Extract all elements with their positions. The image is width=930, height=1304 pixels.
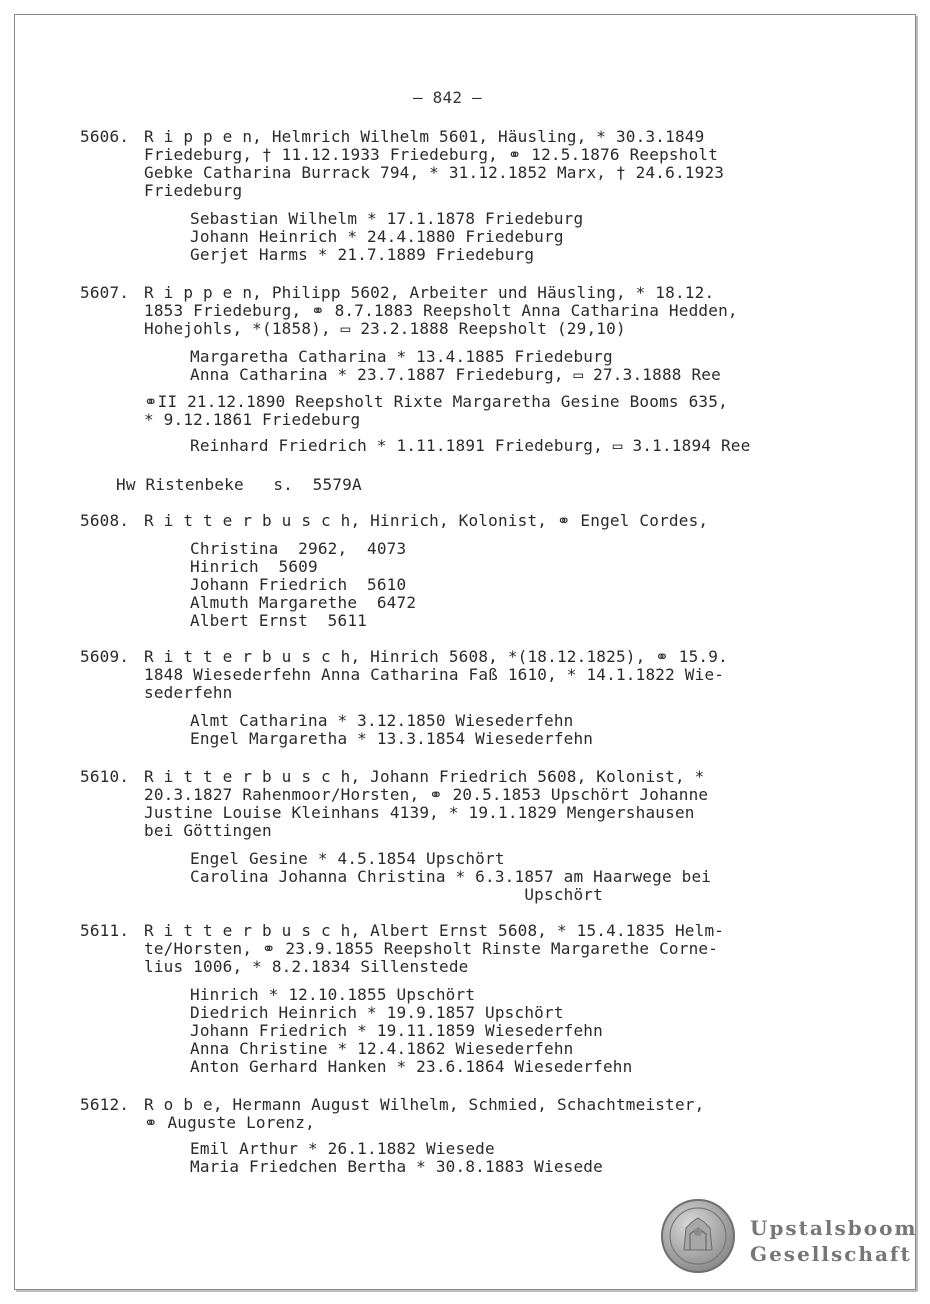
cross-reference: Hw Ristenbeke s. 5579A	[116, 475, 362, 494]
child-line: Johann Heinrich * 24.4.1880 Friedeburg	[190, 227, 564, 246]
child-line: Diedrich Heinrich * 19.9.1857 Upschört	[190, 1003, 564, 1022]
child-line: Engel Gesine * 4.5.1854 Upschört	[190, 849, 505, 868]
child-line: Hinrich 5609	[190, 557, 318, 576]
child-line: Gerjet Harms * 21.7.1889 Friedeburg	[190, 245, 535, 264]
entry-line: 20.3.1827 Rahenmoor/Horsten, ⚭ 20.5.1853 Upschört Johanne	[144, 785, 709, 804]
entry-line: te/Horsten, ⚭ 23.9.1855 Reepsholt Rinste Margarethe Corne-	[144, 939, 719, 958]
entry-number: 5611.	[80, 921, 130, 940]
entry-line: ⚭ Auguste Lorenz,	[144, 1113, 315, 1132]
child-line: Upschört	[190, 885, 603, 904]
entry-number: 5610.	[80, 767, 130, 786]
child-line: Almt Catharina * 3.12.1850 Wiesederfehn	[190, 711, 574, 730]
child-line: Anton Gerhard Hanken * 23.6.1864 Wiesederfehn	[190, 1057, 633, 1076]
entry-line: Gebke Catharina Burrack 794, * 31.12.1852 Marx, † 24.6.1923	[144, 163, 725, 182]
child-line: Sebastian Wilhelm * 17.1.1878 Friedeburg	[190, 209, 584, 228]
child-line: Almuth Margarethe 6472	[190, 593, 417, 612]
logo-text-line2: Gesellschaft	[750, 1242, 912, 1266]
entry-line: Justine Louise Kleinhans 4139, * 19.1.1829 Mengershausen	[144, 803, 695, 822]
entry-number: 5609.	[80, 647, 130, 666]
page-number: – 842 –	[413, 88, 482, 107]
seal-logo-icon	[660, 1198, 736, 1274]
child-line: Johann Friedrich * 19.11.1859 Wiesederfehn	[190, 1021, 603, 1040]
entry-number: 5606.	[80, 127, 130, 146]
child-line: Engel Margaretha * 13.3.1854 Wiesederfehn	[190, 729, 594, 748]
entry-line: R i t t e r b u s c h, Albert Ernst 5608, * 15.4.1835 Helm-	[144, 921, 725, 940]
entry-number: 5612.	[80, 1095, 130, 1114]
child-line: Hinrich * 12.10.1855 Upschört	[190, 985, 476, 1004]
child-line: Maria Friedchen Bertha * 30.8.1883 Wiesede	[190, 1157, 603, 1176]
child-line: Margaretha Catharina * 13.4.1885 Friedeburg	[190, 347, 613, 366]
entry-line: R i p p e n, Helmrich Wilhelm 5601, Häusling, * 30.3.1849	[144, 127, 705, 146]
logo-text-line1: Upstalsboom	[750, 1216, 918, 1240]
entry-line: bei Göttingen	[144, 821, 272, 840]
entry-line: Friedeburg, † 11.12.1933 Friedeburg, ⚭ 12.5.1876 Reepsholt	[144, 145, 719, 164]
entry-line: R i t t e r b u s c h, Hinrich, Kolonist, ⚭ Engel Cordes,	[144, 511, 709, 530]
child-line: Reinhard Friedrich * 1.11.1891 Friedeburg, ▭ 3.1.1894 Ree	[190, 436, 751, 455]
entry-line: R o b e, Hermann August Wilhelm, Schmied, Schachtmeister,	[144, 1095, 705, 1114]
entry-line: R i t t e r b u s c h, Johann Friedrich 5608, Kolonist, *	[144, 767, 705, 786]
entry-line: lius 1006, * 8.2.1834 Sillenstede	[144, 957, 469, 976]
second-marriage-line: * 9.12.1861 Friedeburg	[144, 410, 361, 429]
entry-number: 5608.	[80, 511, 130, 530]
entry-line: 1848 Wiesederfehn Anna Catharina Faß 1610, * 14.1.1822 Wie-	[144, 665, 725, 684]
child-line: Albert Ernst 5611	[190, 611, 367, 630]
entry-line: 1853 Friedeburg, ⚭ 8.7.1883 Reepsholt Anna Catharina Hedden,	[144, 301, 738, 320]
entry-line: Friedeburg	[144, 181, 243, 200]
entry-line: R i t t e r b u s c h, Hinrich 5608, *(18.12.1825), ⚭ 15.9.	[144, 647, 728, 666]
entry-line: Hohejohls, *(1858), ▭ 23.2.1888 Reepsholt (29,10)	[144, 319, 626, 338]
child-line: Anna Catharina * 23.7.1887 Friedeburg, ▭ 27.3.1888 Ree	[190, 365, 721, 384]
entry-number: 5607.	[80, 283, 130, 302]
second-marriage-line: ⚭II 21.12.1890 Reepsholt Rixte Margaretha Gesine Booms 635,	[144, 392, 728, 411]
child-line: Christina 2962, 4073	[190, 539, 407, 558]
entry-line: R i p p e n, Philipp 5602, Arbeiter und Häusling, * 18.12.	[144, 283, 715, 302]
child-line: Anna Christine * 12.4.1862 Wiesederfehn	[190, 1039, 574, 1058]
child-line: Carolina Johanna Christina * 6.3.1857 am Haarwege bei	[190, 867, 712, 886]
child-line: Johann Friedrich 5610	[190, 575, 407, 594]
entry-line: sederfehn	[144, 683, 233, 702]
child-line: Emil Arthur * 26.1.1882 Wiesede	[190, 1139, 495, 1158]
